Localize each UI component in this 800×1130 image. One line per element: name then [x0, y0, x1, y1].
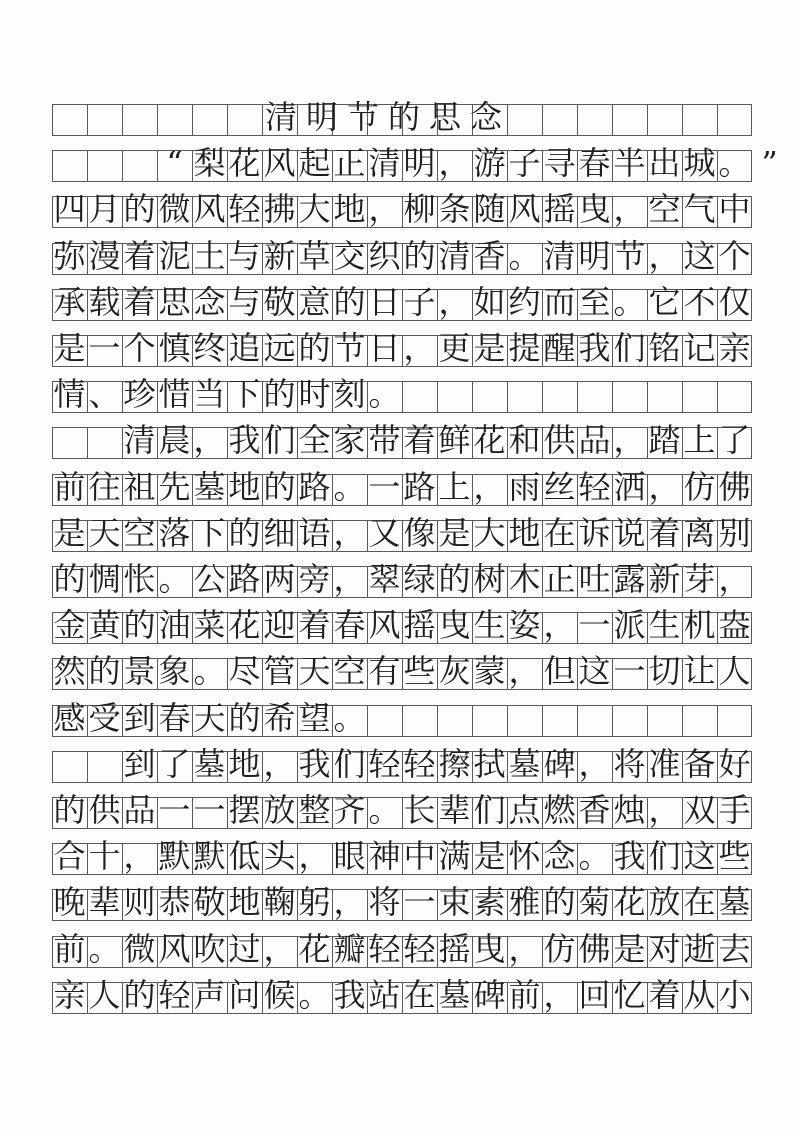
grid-paper — [52, 96, 778, 1020]
essay-line: 清晨，我们全家带着鲜花和供品，踏上了 — [123, 421, 751, 460]
essay-title: 清明节的思念 — [265, 98, 512, 136]
essay-line: “ 梨花风起正清明，游子寻春半出城。 ” — [166, 144, 778, 183]
essay-line: 的供品一一摆放整齐。长辈们点燃香烛，双手 — [53, 791, 751, 829]
essay-line: 情、珍惜当下的时刻。 — [53, 375, 401, 414]
essay-line: 感受到春天的希望。 — [53, 698, 366, 737]
essay-line: 亲人的轻声问候。我站在墓碑前，回忆着从小 — [53, 975, 751, 1014]
essay-line: 合十，默默低头，眼神中满是怀念。我们这些 — [53, 837, 751, 876]
essay-line: 金黄的油菜花迎着春风摇曳生姿，一派生机盎 — [53, 606, 751, 645]
essay-line: 前。微风吹过，花瓣轻轻摇曳，仿佛是对逝去 — [53, 929, 751, 968]
essay-line: 四月的微风轻拂大地，柳条随风摇曳，空气中 — [53, 190, 751, 229]
essay-line: 晚辈则恭敬地鞠躬，将一束素雅的菊花放在墓 — [53, 883, 751, 922]
essay-line: 承载着思念与敬意的日子，如约而至。它不仅 — [53, 282, 751, 321]
essay-line: 前往祖先墓地的路。一路上，雨丝轻洒，仿佛 — [53, 467, 751, 506]
essay-line: 弥漫着泥土与新草交织的清香。清明节，这个 — [53, 236, 751, 275]
essay-line: 然的景象。尽管天空有些灰蒙，但这一切让人 — [53, 652, 751, 691]
essay-line: 到了墓地，我们轻轻擦拭墓碑，将准备好 — [123, 744, 751, 783]
essay-title-line — [52, 96, 752, 138]
essay-line: 是一个慎终追远的节日，更是提醒我们铭记亲 — [53, 329, 751, 367]
essay-line: 是天空落下的细语，又像是大地在诉说着离别 — [53, 513, 751, 552]
essay-line: 的惆怅。公路两旁，翠绿的树木正吐露新芽， — [53, 560, 751, 598]
